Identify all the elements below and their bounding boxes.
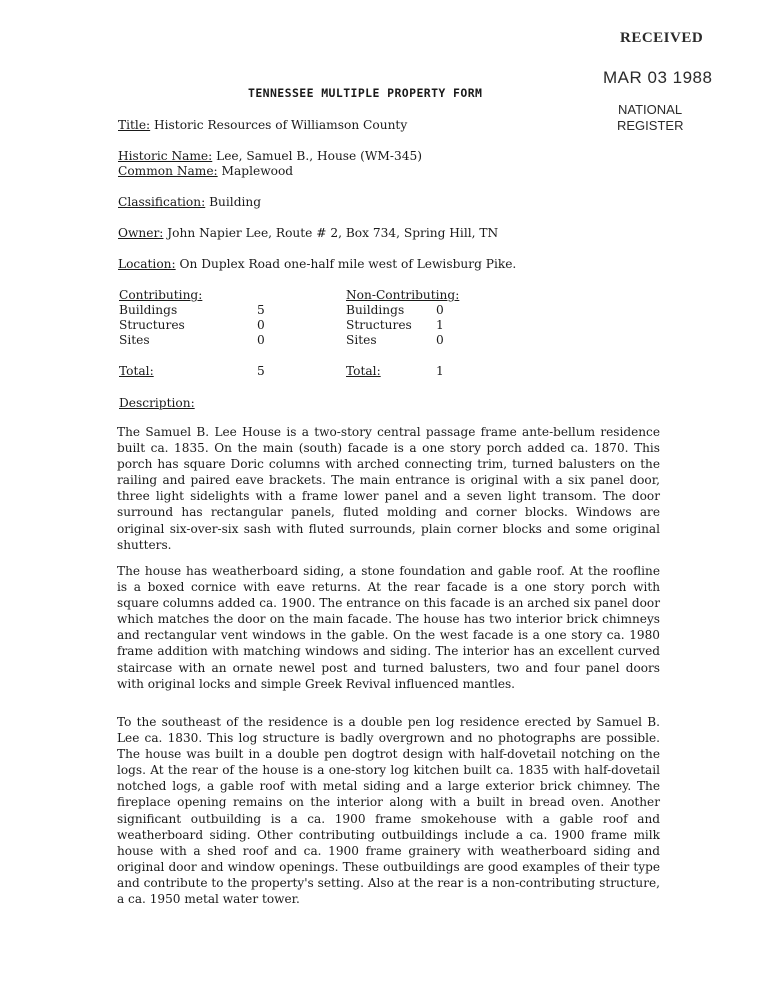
- classification-value: Building: [209, 195, 262, 209]
- common-name-value: Maplewood: [221, 164, 294, 178]
- owner-label: Owner:: [118, 226, 164, 240]
- total-noncontributing: 1: [436, 364, 444, 378]
- stamp-national: NATIONAL: [618, 102, 683, 117]
- description-label: Description:: [119, 396, 195, 410]
- contributing-header: Contributing:: [119, 288, 203, 302]
- common-name-line: [118, 164, 293, 178]
- common-name-label: Common Name:: [118, 164, 218, 178]
- noncontributing-buildings: 0: [436, 303, 444, 317]
- title-value: Historic Resources of Williamson County: [154, 118, 408, 132]
- total-label-noncontributing: Total:: [346, 364, 381, 378]
- total-label-contributing: Total:: [119, 364, 154, 378]
- row-label-sites: Sites: [119, 333, 150, 347]
- form-heading: TENNESSEE MULTIPLE PROPERTY FORM: [248, 86, 483, 100]
- noncontrib-label-buildings: Buildings: [346, 303, 405, 317]
- description-paragraph-3: To the southeast of the residence is a double pen log residence erected by Samuel B. Lee ca. 1830. This log structure is badly overgrown and no photographs are possible. The house was built in a double pen dogtrot design with half-dovetail notching on the logs. At the rear of the house is a one-story log kitchen built ca. 1835 with half-dovetail notched logs, a gable roof with metal siding and a large exterior brick chimney. The fireplace opening remains on the interior along with a built in bread oven. Another significant outbuilding is a ca. 1900 frame smokehouse with a gable roof and weatherboard siding. Other contributing outbuildings include a ca. 1900 frame milk house with a shed roof and ca. 1900 frame grainery with weatherboard siding and original door and window openings. These outbuildings are good examples of their type and contribute to the property's setting. Also at the rear is a non-contributing structure, a ca. 1950 metal water tower.: [117, 715, 660, 907]
- noncontributing-sites: 0: [436, 333, 444, 347]
- contributing-sites: 0: [257, 333, 265, 347]
- historic-name-label: Historic Name:: [118, 149, 213, 163]
- row-label-buildings: Buildings: [119, 303, 178, 317]
- stamp-register: REGISTER: [617, 118, 684, 133]
- received-stamp: RECEIVED: [620, 30, 704, 46]
- total-contributing: 5: [257, 364, 265, 378]
- received-date: MAR 03 1988: [603, 68, 713, 87]
- classification-line: [118, 195, 261, 209]
- historic-name-value: Lee, Samuel B., House (WM-345): [216, 149, 423, 163]
- noncontrib-label-structures: Structures: [346, 318, 412, 332]
- row-label-structures: Structures: [119, 318, 185, 332]
- contributing-structures: 0: [257, 318, 265, 332]
- description-paragraph-1: The Samuel B. Lee House is a two-story central passage frame ante-bellum residence built ca. 1835. On the main (south) facade is a one story porch added ca. 1870. This porch has square Doric columns with arched connecting trim, turned balusters on the railing and paired eave brackets. The main entrance is original with a six panel door, three light sidelights with a frame lower panel and a seven light transom. The door surround has rectangular panels, fluted molding and corner blocks. Windows are original six-over-six sash with fluted surrounds, plain corner blocks and some original shutters.: [117, 425, 660, 552]
- owner-value: John Napier Lee, Route # 2, Box 734, Spring Hill, TN: [167, 226, 499, 240]
- classification-label: Classification:: [118, 195, 206, 209]
- contributing-buildings: 5: [257, 303, 265, 317]
- title-line: [118, 118, 407, 132]
- owner-line: [118, 226, 498, 240]
- noncontrib-label-sites: Sites: [346, 333, 377, 347]
- historic-name-line: [118, 149, 422, 163]
- location-value: On Duplex Road one-half mile west of Lewisburg Pike.: [179, 257, 517, 271]
- location-line: [118, 257, 516, 271]
- location-label: Location:: [118, 257, 176, 271]
- noncontributing-header: Non-Contributing:: [346, 288, 460, 302]
- title-label: Title:: [118, 118, 151, 132]
- description-paragraph-2: The house has weatherboard siding, a stone foundation and gable roof. At the roofline is a boxed cornice with eave returns. At the rear facade is a one story porch with square columns added ca. 1900. The entrance on this facade is an arched six panel door which matches the door on the main facade. The house has two interior brick chimneys and rectangular vent windows in the gable. On the west facade is a one story ca. 1980 frame addition with matching windows and siding. The interior has an excellent curved staircase with an ornate newel post and turned balusters, two and four panel doors with original locks and simple Greek Revival influenced mantles.: [117, 564, 660, 691]
- noncontributing-structures: 1: [436, 318, 444, 332]
